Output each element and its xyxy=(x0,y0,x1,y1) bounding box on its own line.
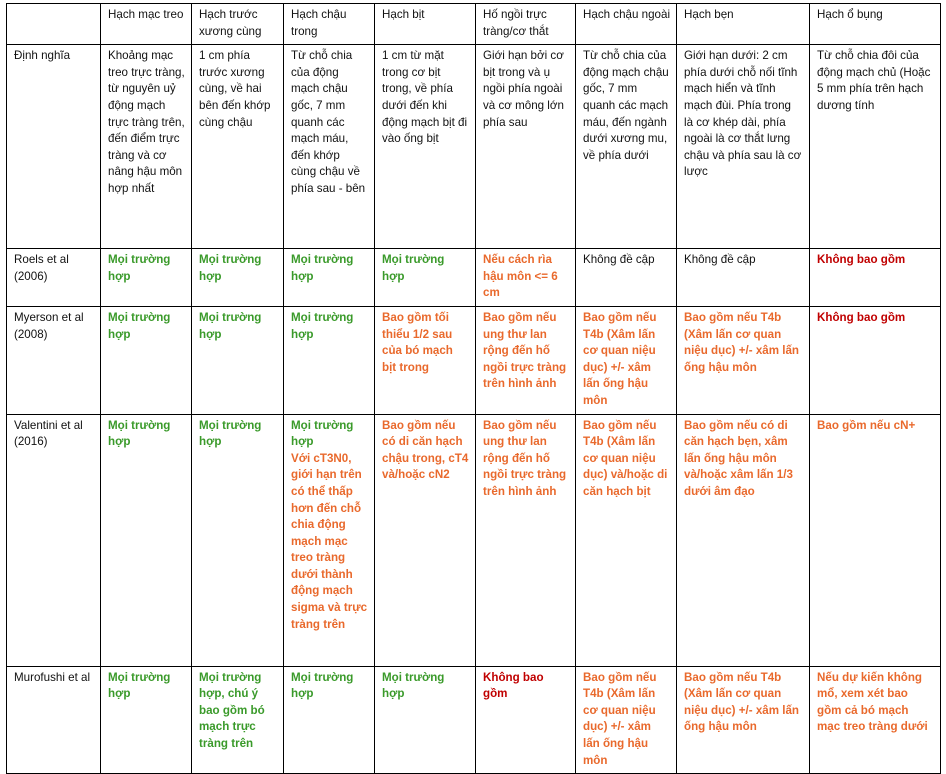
cell-text: Không đề cập xyxy=(583,253,655,267)
cell-mac-treo xyxy=(101,306,192,414)
cell-text: Bao gồm nếu có di căn hạch chậu trong, cT4 và/hoặc cN2 xyxy=(382,418,469,482)
cell-chau-trong xyxy=(284,666,375,774)
cell-text: Không đề cập xyxy=(684,253,756,267)
cell-text: Bao gồm nếu T4b (Xâm lấn cơ quan niệu dục) +/- xâm lấn ống hậu môn xyxy=(583,310,657,407)
cell-mac-treo xyxy=(101,249,192,307)
cell-bit xyxy=(375,249,476,307)
cell-ho-ngoi xyxy=(476,414,576,666)
cell-ben xyxy=(677,249,810,307)
cell-text: Mọi trường hợp xyxy=(382,253,445,283)
header-cell-ben: Hạch bẹn xyxy=(677,4,810,45)
cell-text: Nếu dự kiến không mổ, xem xét bao gồm cả bó mạch mạc treo tràng dưới xyxy=(817,670,928,734)
cell-mac-treo xyxy=(101,666,192,774)
header-cell-bit: Hạch bịt xyxy=(375,4,476,45)
cell-text: Bao gồm nếu có di căn hạch bẹn, xâm lấn ống hậu môn và/hoặc xâm lấn 1/3 dưới âm đạo xyxy=(684,418,793,498)
cell-text: Bao gồm nếu T4b (Xâm lấn cơ quan niệu dục) +/- xâm lấn ống hậu môn xyxy=(583,670,657,767)
cell-text: 1 cm từ mặt trong cơ bịt trong, về phía dưới đến khi động mạch bịt đi vào ống bịt xyxy=(382,49,468,146)
cell-o-bung xyxy=(810,249,941,307)
cell-mac-treo xyxy=(101,414,192,666)
header-cell-o-bung: Hạch ổ bụng xyxy=(810,4,941,45)
cell-mac-treo xyxy=(101,45,192,249)
table-row xyxy=(7,666,941,774)
cell-text: Mọi trường hợp xyxy=(291,418,354,449)
cell-o-bung xyxy=(810,45,941,249)
cell-truoc-xuong-cung xyxy=(192,666,284,774)
table-row xyxy=(7,306,941,414)
cell-bit xyxy=(375,666,476,774)
cell-text: Bao gồm nếu cN+ xyxy=(817,418,916,432)
cell-text: 1 cm phía trước xương cùng, về hai bên đến khớp cùng chậu xyxy=(199,49,271,129)
cell-text: Bao gồm nếu T4b (Xâm lấn cơ quan niệu dục) và/hoặc di căn hạch bịt xyxy=(583,418,668,498)
cell-ho-ngoi xyxy=(476,249,576,307)
cell-o-bung xyxy=(810,306,941,414)
cell-text: Bao gồm nếu T4b (Xâm lấn cơ quan niệu dục) +/- xâm lấn ống hậu môn xyxy=(684,310,799,374)
header-cell-chau-ngoai: Hạch chậu ngoài xyxy=(576,4,677,45)
cell-text: Mọi trường hợp xyxy=(199,310,262,341)
table-row xyxy=(7,249,941,307)
cell-text: Mọi trường hợp xyxy=(108,310,171,341)
cell-ben xyxy=(677,45,810,249)
cell-ben xyxy=(677,306,810,414)
cell-text: Từ chỗ chia của động mạch chậu gốc, 7 mm quanh các mạch máu, đến ngành dưới xương mu, về phía dưới xyxy=(583,49,669,162)
cell-chau-trong xyxy=(284,414,375,666)
cell-chau-trong xyxy=(284,45,375,249)
cell-text: Từ chỗ chia đôi của động mạch chủ (Hoặc 5 mm phía trên hạch dương tính xyxy=(817,49,931,112)
cell-text: Mọi trường hợp xyxy=(291,310,354,341)
cell-text: Mọi trường hợp xyxy=(199,418,262,449)
cell-text: Giới hạn dưới: 2 cm phía dưới chỗ nối tĩnh mạch hiển và tĩnh mạch đùi. Phía trong là cơ khép dài, phía ngoài là cơ thắt lưng chậu và phía sau là cơ lược xyxy=(684,49,802,179)
cell-text: Không bao gồm xyxy=(817,310,906,324)
cell-text: Với cT3N0, giới hạn trên có thể thấp hơn đến chỗ chia động mạch mạc treo tràng dưới thành động mạch sigma và trực tràng trên xyxy=(291,451,368,631)
cell-text: Bao gồm nếu T4b (Xâm lấn cơ quan niệu dục) +/- xâm lấn ống hậu môn xyxy=(684,670,799,734)
cell-text: Nếu cách rìa hậu môn <= 6 cm xyxy=(483,253,558,300)
cell-text: Bao gồm nếu ung thư lan rộng đến hố ngồi trực tràng trên hình ảnh xyxy=(483,418,567,498)
cell-text: Mọi trường hợp xyxy=(108,253,171,283)
cell-text: Mọi trường hợp xyxy=(291,670,354,701)
cell-ben xyxy=(677,414,810,666)
header-cell-chau-trong: Hạch chậu trong xyxy=(284,4,375,45)
cell-ho-ngoi xyxy=(476,306,576,414)
cell-chau-trong xyxy=(284,249,375,307)
cell-text: Bao gồm tối thiểu 1/2 sau của bó mạch bịt trong xyxy=(382,310,453,374)
cell-text: Mọi trường hợp, chú ý bao gồm bó mạch trực tràng trên xyxy=(199,670,265,750)
cell-ben xyxy=(677,666,810,774)
table-row xyxy=(7,45,941,249)
header-cell-label xyxy=(7,4,101,45)
header-row xyxy=(7,4,941,45)
cell-text: Từ chỗ chia của động mạch chậu gốc, 7 mm quanh các mạch máu, đến khớp cùng chậu về phía sau - bên xyxy=(291,49,366,195)
cell-ho-ngoi xyxy=(476,666,576,774)
row-label: Murofushi et al xyxy=(7,666,101,774)
comparison-table xyxy=(6,3,941,774)
cell-text: Mọi trường hợp xyxy=(291,253,354,283)
cell-bit xyxy=(375,45,476,249)
cell-bit xyxy=(375,306,476,414)
cell-text: Mọi trường hợp xyxy=(382,670,445,701)
cell-text: Không bao gồm xyxy=(817,253,906,267)
cell-chau-ngoai xyxy=(576,306,677,414)
cell-ho-ngoi xyxy=(476,45,576,249)
row-label: Myerson et al (2008) xyxy=(7,306,101,414)
cell-bit xyxy=(375,414,476,666)
cell-chau-ngoai xyxy=(576,249,677,307)
cell-text: Khoảng mạc treo trực tràng, từ nguyên uỷ động mạch trực tràng trên, đến điểm trực tràng và cơ nâng hậu môn hợp nhất xyxy=(108,49,185,195)
cell-chau-ngoai xyxy=(576,666,677,774)
header-cell-truoc-xuong-cung: Hạch trước xương cùng xyxy=(192,4,284,45)
cell-truoc-xuong-cung xyxy=(192,45,284,249)
cell-truoc-xuong-cung xyxy=(192,249,284,307)
cell-chau-trong xyxy=(284,306,375,414)
table-row xyxy=(7,414,941,666)
row-label: Valentini et al (2016) xyxy=(7,414,101,666)
cell-chau-ngoai xyxy=(576,45,677,249)
cell-truoc-xuong-cung xyxy=(192,306,284,414)
cell-o-bung xyxy=(810,414,941,666)
cell-text: Giới hạn bởi cơ bịt trong và ụ ngồi phía ngoài và cơ mông lớn phía sau xyxy=(483,49,564,129)
row-label: Định nghĩa xyxy=(7,45,101,249)
header-cell-mac-treo: Hạch mạc treo xyxy=(101,4,192,45)
cell-text: Mọi trường hợp xyxy=(108,418,171,449)
cell-text: Mọi trường hợp xyxy=(108,670,171,701)
cell-text: Bao gồm nếu ung thư lan rộng đến hố ngồi trực tràng trên hình ảnh xyxy=(483,310,567,391)
cell-truoc-xuong-cung xyxy=(192,414,284,666)
row-label: Roels et al (2006) xyxy=(7,249,101,307)
header-cell-ho-ngoi: Hố ngồi trực tràng/cơ thắt xyxy=(476,4,576,45)
cell-text: Không bao gồm xyxy=(483,670,544,701)
cell-o-bung xyxy=(810,666,941,774)
cell-chau-ngoai xyxy=(576,414,677,666)
cell-text: Mọi trường hợp xyxy=(199,253,262,283)
